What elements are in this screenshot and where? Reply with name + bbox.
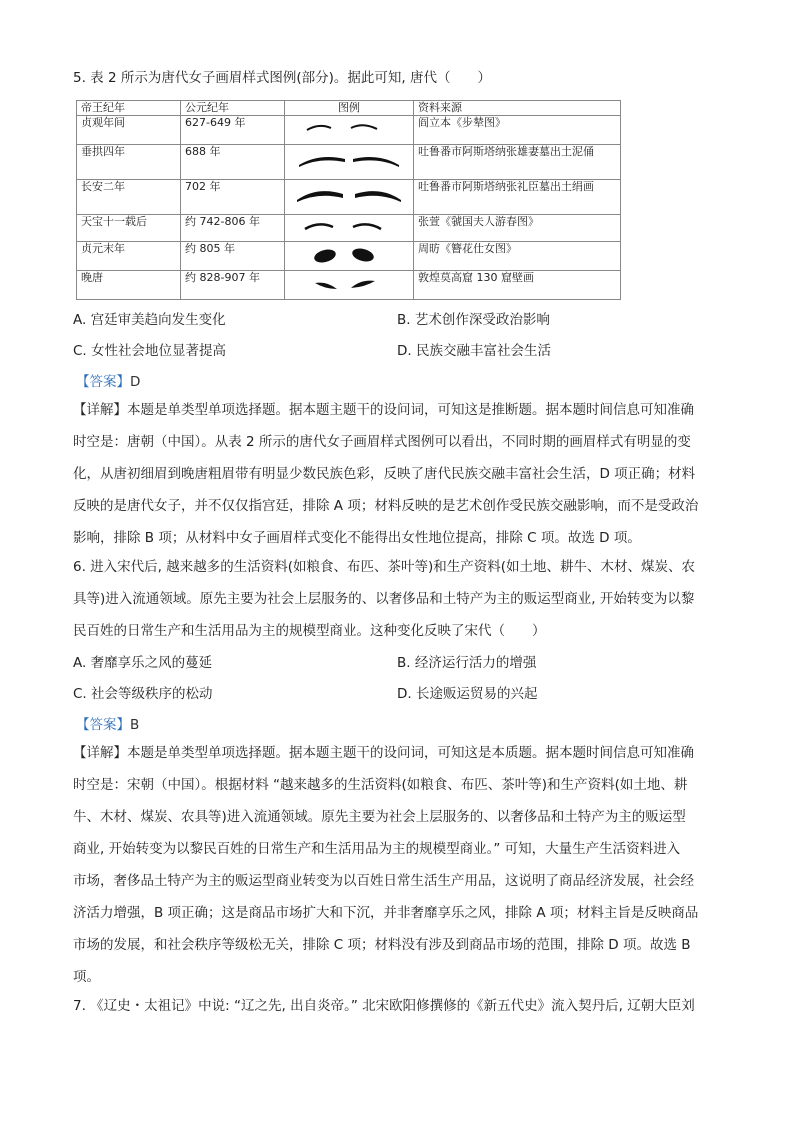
table-row: [77, 271, 621, 300]
year-cell: 627-649 年: [181, 116, 285, 145]
eyebrow-style-table: [76, 100, 621, 300]
detail-line: 化，从唐初细眉到晚唐粗眉带有明显少数民族色彩，反映了唐代民族交融丰富社会生活，D 项正确；材料: [73, 466, 696, 482]
q6-detail: [73, 737, 723, 993]
detail-line: 市场的发展，和社会秩序等级松无关，排除 C 项；材料没有涉及到商品市场的范围，排除 D 项。故选 B: [73, 937, 691, 953]
table-row: [77, 116, 621, 145]
question-6-stem: [73, 551, 723, 647]
stem-line: 民百姓的日常生产和生活用品为主的规模型商业。这种变化反映了宋代（ ）: [73, 623, 546, 639]
reign-cell: 垂拱四年: [77, 145, 181, 180]
detail-line: 【详解】本题是单类型单项选择题。据本题主题干的设问词，可知这是本质题。据本题时间信息可知准确: [73, 745, 694, 761]
table-row: [77, 215, 621, 242]
source-cell: 周昉《簪花仕女图》: [414, 242, 621, 271]
detail-line: 项。: [73, 969, 100, 985]
answer-label: 【答案】: [76, 717, 130, 733]
eyebrow-image: [285, 271, 414, 300]
detail-line: 市场，奢侈品土特产为主的贩运型商业转变为以百姓日常生活生产用品，这说明了商品经济发展，社会经: [73, 873, 694, 889]
detail-line: 济活力增强，B 项正确；这是商品市场扩大和下沉，并非奢靡享乐之风，排除 A 项；材料主旨是反映商品: [73, 905, 699, 921]
answer-label: 【答案】: [76, 374, 130, 390]
q6-option-d: D. 长途贩运贸易的兴起: [397, 686, 538, 702]
question-7-stem: 7. 《辽史・太祖记》中说: “辽之先, 出自炎帝。” 北宋欧阳修撰修的《新五代史》流入契丹后, 辽朝大臣刘: [73, 998, 695, 1014]
reign-cell: 长安二年: [77, 180, 181, 215]
stem-line: 具等)进入流通领域。原先主要为社会上层服务的、以奢侈品和土特产为主的贩运型商业, 开始转变为以黎: [73, 591, 695, 607]
q6-option-a: A. 奢靡享乐之风的蔓延: [73, 655, 213, 671]
detail-line: 时空是：唐朝（中国）。从表 2 所示的唐代女子画眉样式图例可以看出，不同时期的画眉样式有明显的变: [73, 434, 691, 450]
year-cell: 约 742-806 年: [181, 215, 285, 242]
source-cell: 阎立本《步辇图》: [414, 116, 621, 145]
eyebrow-image: [285, 145, 414, 180]
table-header-year: 公元纪年: [181, 101, 285, 116]
table-row: [77, 145, 621, 180]
answer-value: D: [130, 374, 141, 390]
source-cell: 张萱《虢国夫人游春图》: [414, 215, 621, 242]
eyebrow-image: [285, 180, 414, 215]
table-header-source: 资料来源: [414, 101, 621, 116]
q6-option-b: B. 经济运行活力的增强: [397, 655, 537, 671]
q5-detail: [73, 394, 723, 554]
eyebrow-image: [285, 242, 414, 271]
answer-value: B: [130, 717, 140, 733]
reign-cell: 天宝十一载后: [77, 215, 181, 242]
q5-option-d: D. 民族交融丰富社会生活: [397, 343, 551, 359]
eyebrow-image: [285, 215, 414, 242]
table-row: [77, 180, 621, 215]
eyebrow-image: [285, 116, 414, 145]
table-header-reign: 帝王纪年: [77, 101, 181, 116]
detail-line: 商业, 开始转变为以黎民百姓的日常生产和生活用品为主的规模型商业。” 可知，大量生产生活资料进入: [73, 841, 681, 857]
q5-option-c: C. 女性社会地位显著提高: [73, 343, 227, 359]
stem-line: 6. 进入宋代后, 越来越多的生活资料(如粮食、布匹、茶叶等)和生产资料(如土地、耕牛、木材、煤炭、农: [73, 559, 696, 575]
detail-line: 时空是：宋朝（中国）。根据材料 “越来越多的生活资料(如粮食、布匹、茶叶等)和生产资料(如土地、耕: [73, 777, 688, 793]
reign-cell: 贞观年间: [77, 116, 181, 145]
question-5-stem: 5. 表 2 所示为唐代女子画眉样式图例(部分)。据此可知, 唐代（ ）: [73, 70, 491, 86]
year-cell: 约 828-907 年: [181, 271, 285, 300]
reign-cell: 贞元末年: [77, 242, 181, 271]
source-cell: 吐鲁番市阿斯塔纳张礼臣墓出土绢画: [414, 180, 621, 215]
table-row: [77, 242, 621, 271]
year-cell: 约 805 年: [181, 242, 285, 271]
year-cell: 702 年: [181, 180, 285, 215]
detail-line: 牛、木材、煤炭、农具等)进入流通领域。原先主要为社会上层服务的、以奢侈品和土特产为主的贩运型: [73, 809, 686, 825]
q5-answer: [76, 370, 140, 390]
source-cell: 吐鲁番市阿斯塔纳张雄妻墓出土泥俑: [414, 145, 621, 180]
table-header-legend: 图例: [285, 101, 414, 116]
source-cell: 敦煌莫高窟 130 窟壁画: [414, 271, 621, 300]
q5-option-a: A. 宫廷审美趋向发生变化: [73, 312, 226, 328]
detail-line: 反映的是唐代女子，并不仅仅指宫廷，排除 A 项；材料反映的是艺术创作受民族交融影响，而不是受政治: [73, 498, 699, 514]
year-cell: 688 年: [181, 145, 285, 180]
detail-line: 【详解】本题是单类型单项选择题。据本题主题干的设问词，可知这是推断题。据本题时间信息可知准确: [73, 402, 694, 418]
q6-option-c: C. 社会等级秩序的松动: [73, 686, 213, 702]
q5-option-b: B. 艺术创作深受政治影响: [397, 312, 550, 328]
detail-line: 影响，排除 B 项；从材料中女子画眉样式变化不能得出女性地位提高，排除 C 项。故选 D 项。: [73, 530, 641, 546]
q6-answer: [76, 713, 139, 733]
reign-cell: 晚唐: [77, 271, 181, 300]
table-header-row: [77, 101, 621, 116]
